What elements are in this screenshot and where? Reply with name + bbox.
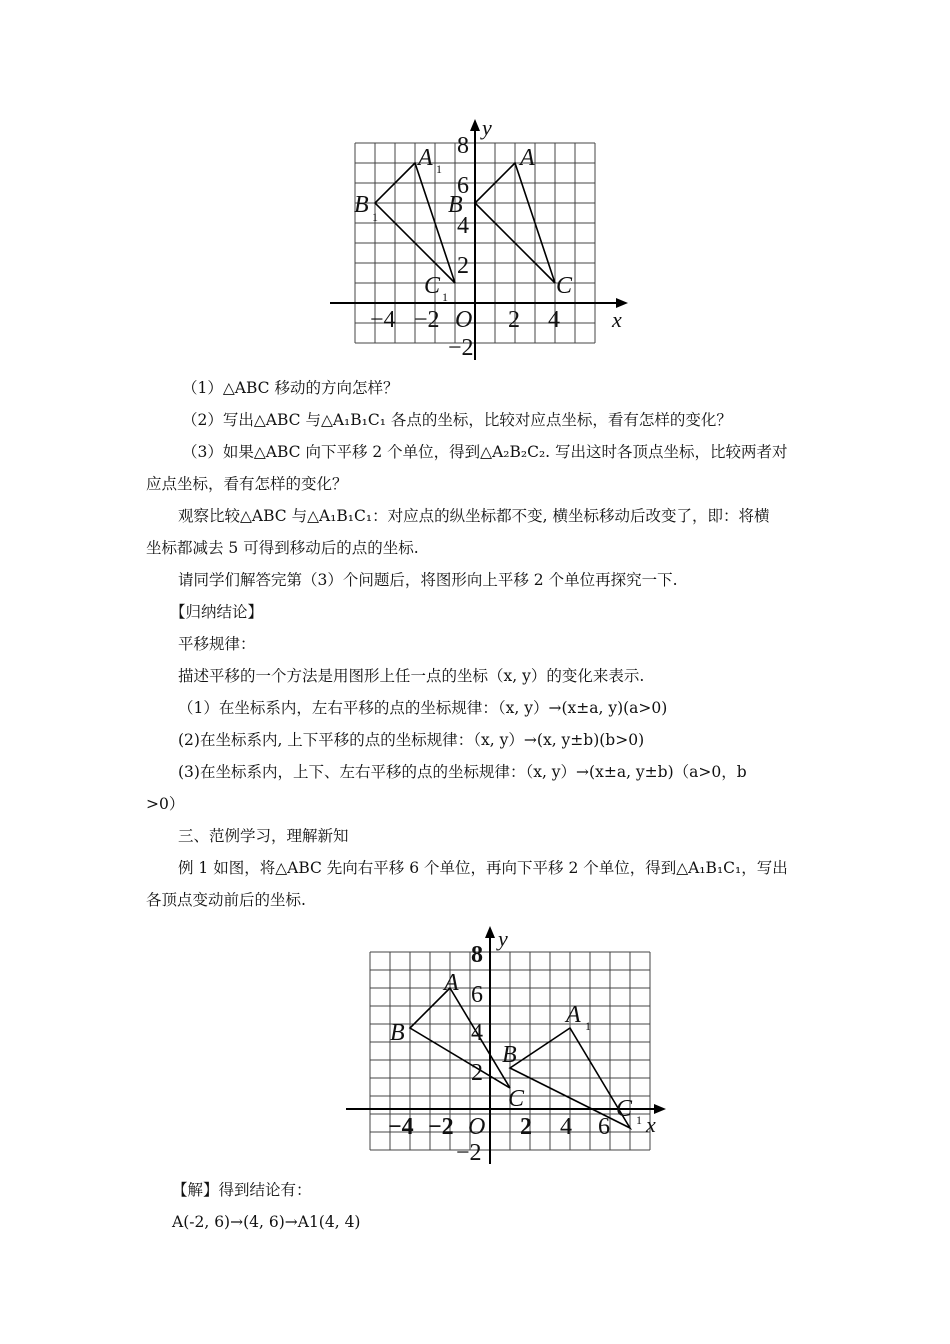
- y-tick-1: 4: [457, 213, 469, 239]
- y-tick-1: 8: [457, 133, 469, 159]
- point-label-c1-sub-2: 1: [636, 1113, 642, 1127]
- observation-line-1: 观察比较△ABC 与△A₁B₁C₁：对应点的纵坐标都不变, 横坐标移动后改变了，即：将横: [178, 507, 770, 525]
- y-tick-1: 6: [457, 173, 469, 199]
- rule-2: (2)在坐标系内, 上下平移的点的坐标规律：（x, y）→(x, y±b)(b>0): [178, 731, 645, 749]
- point-label-a-2: A: [444, 970, 459, 996]
- point-label-c-1: C: [556, 273, 573, 299]
- origin-label-1: O: [455, 307, 473, 333]
- point-label-c-2: C: [508, 1086, 525, 1112]
- exploration-prompt: 请同学们解答完第（3）个问题后，将图形向上平移 2 个单位再探究一下.: [178, 571, 678, 589]
- example-1-line-2: 各顶点变动前后的坐标.: [146, 891, 306, 909]
- y-tick-2: −2: [456, 1140, 482, 1166]
- rule-3-line-1: (3)在坐标系内，上下、左右平移的点的坐标规律：（x, y）→(x±a, y±b)（a>0，b: [178, 763, 747, 781]
- x-tick-1: −4: [370, 307, 396, 333]
- question-3-line-2: 应点坐标，看有怎样的变化？: [146, 475, 348, 493]
- point-label-c1-1: C: [424, 273, 441, 299]
- point-label-b1-sub-1: 1: [372, 210, 378, 224]
- point-label-b-1: B: [448, 192, 463, 218]
- rule-heading: 平移规律：: [178, 635, 256, 653]
- solution-heading: 【解】得到结论有：: [172, 1181, 312, 1199]
- y-tick-2: 4: [471, 1020, 483, 1046]
- y-tick-1: 2: [457, 253, 469, 279]
- summary-heading: 【归纳结论】: [170, 603, 264, 621]
- x-tick-2: 4: [560, 1114, 572, 1140]
- x-tick-2: −4: [388, 1114, 414, 1140]
- x-axis-arrow-2: [654, 1104, 666, 1114]
- rule-3-line-2: >0）: [146, 795, 185, 813]
- point-label-c1-sub-1: 1: [442, 290, 448, 304]
- figure-2-coordinate-grid: [340, 922, 670, 1167]
- point-label-a1-sub-1: 1: [436, 162, 442, 176]
- question-1: （1）△ABC 移动的方向怎样？: [182, 379, 399, 397]
- solution-line-1: A(-2, 6)→(4, 6)→A1(4, 4): [172, 1213, 361, 1231]
- y-tick-2: 2: [471, 1060, 483, 1086]
- x-tick-1: 2: [508, 307, 520, 333]
- section-3-heading: 三、范例学习，理解新知: [178, 827, 349, 845]
- rule-description: 描述平移的一个方法是用图形上任一点的坐标（x, y）的变化来表示.: [178, 667, 645, 685]
- point-label-b-2: B: [390, 1020, 405, 1046]
- origin-label-2: O: [468, 1114, 486, 1140]
- y-tick-2: 6: [471, 982, 483, 1008]
- rule-1: （1）在坐标系内，左右平移的点的坐标规律：（x, y）→(x±a, y)(a>0): [178, 699, 668, 717]
- y-axis-arrow-1: [470, 119, 480, 131]
- triangle-abc-2: [410, 988, 510, 1088]
- point-label-c1-2: C: [616, 1096, 633, 1122]
- x-axis-label-2: x: [646, 1112, 656, 1137]
- y-axis-label-2: y: [498, 926, 508, 951]
- observation-line-2: 坐标都减去 5 可得到移动后的点的坐标.: [146, 539, 419, 557]
- point-label-a-1: A: [520, 145, 535, 171]
- question-3-line-1: （3）如果△ABC 向下平移 2 个单位，得到△A₂B₂C₂. 写出这时各顶点坐标，比较两者对: [182, 443, 788, 461]
- x-tick-2: −2: [428, 1114, 454, 1140]
- x-axis-label-1: x: [612, 307, 622, 332]
- point-label-b1-2: B: [502, 1042, 517, 1068]
- y-tick-2: 8: [471, 942, 483, 968]
- example-1-line-1: 例 1 如图，将△ABC 先向右平移 6 个单位，再向下平移 2 个单位，得到△A₁B₁C₁，写出: [178, 859, 788, 877]
- x-tick-2: 6: [598, 1114, 610, 1140]
- x-tick-1: 4: [548, 307, 560, 333]
- x-tick-2: 2: [520, 1114, 532, 1140]
- y-tick-1: −2: [448, 335, 474, 361]
- point-label-b1-1: B: [354, 192, 369, 218]
- y-axis-label-1: y: [482, 115, 492, 140]
- y-axis-arrow-2: [485, 926, 495, 938]
- x-tick-1: −2: [414, 307, 440, 333]
- figure-1-coordinate-grid: [330, 115, 630, 365]
- question-2: （2）写出△ABC 与△A₁B₁C₁ 各点的坐标，比较对应点坐标，看有怎样的变化？: [182, 411, 732, 429]
- point-label-a1-sub-2: 1: [585, 1019, 591, 1033]
- point-label-a1-2: A: [566, 1002, 581, 1028]
- point-label-a1-1: A: [418, 145, 433, 171]
